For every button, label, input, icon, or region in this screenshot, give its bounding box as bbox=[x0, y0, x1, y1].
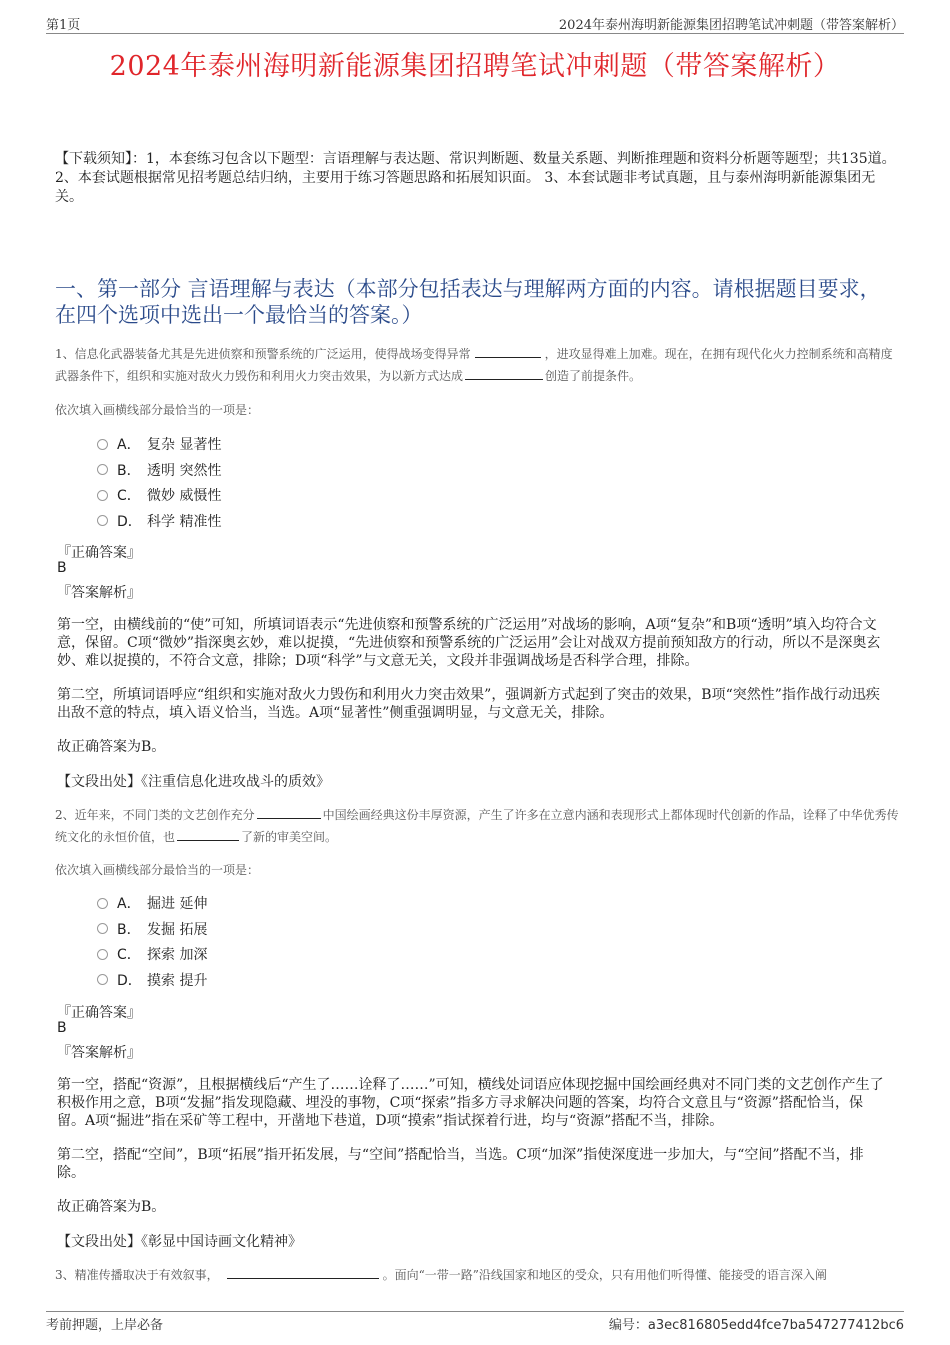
q1-blank-2 bbox=[465, 367, 543, 380]
footer-slogan: 考前押题，上岸必备 bbox=[46, 1318, 164, 1333]
q1-options bbox=[97, 433, 221, 535]
q2-blank-1 bbox=[257, 806, 321, 819]
q1-option-c[interactable]: C． 微妙 威慑性 bbox=[97, 484, 221, 510]
q2-answer: B bbox=[57, 1020, 67, 1036]
q1-stem-part-b: ，进攻显得难上加难。现在，在拥有现代化火力控制系统和高精度武器条件下，组织和实施对敌火力毁伤和利用火力突击效果，为以新方式达成 bbox=[55, 347, 893, 383]
q2-blank-2 bbox=[177, 828, 239, 841]
q1-option-d[interactable]: D． 科学 精准性 bbox=[97, 510, 221, 536]
q2-answer-label: 『正确答案』 bbox=[57, 1005, 141, 1021]
question-2-stem bbox=[55, 804, 900, 848]
q1-option-b[interactable]: B． 透明 突然性 bbox=[97, 459, 221, 485]
section-heading: 一、第一部分 言语理解与表达（本部分包括表达与理解两方面的内容。请根据题目要求，在四个选项中选出一个最恰当的答案。） bbox=[55, 277, 881, 327]
q2-options bbox=[97, 892, 207, 994]
q2-option-d[interactable]: D． 摸索 提升 bbox=[97, 969, 207, 995]
q2-option-c[interactable]: C． 探索 加深 bbox=[97, 943, 207, 969]
radio-icon[interactable] bbox=[97, 923, 108, 934]
radio-icon[interactable] bbox=[97, 490, 108, 501]
header-divider bbox=[46, 33, 904, 34]
q2-option-b[interactable]: B． 发掘 拓展 bbox=[97, 918, 207, 944]
q2-prompt: 依次填入画横线部分最恰当的一项是： bbox=[55, 863, 260, 877]
download-notice: 【下载须知】：1，本套练习包含以下题型：言语理解与表达题、常识判断题、数量关系题、判断推理题和资料分析题等题型；共135道。 2、本套试题根据常见招考题总结归纳，主要用于练习答题思路和拓展知识面。 3、本套试题非考试真题，且与泰州海明新能源集团无关。 bbox=[55, 151, 896, 205]
question-1-stem bbox=[55, 343, 900, 387]
q1-blank-1 bbox=[475, 345, 541, 358]
q1-analysis-p1: 第一空，由横线前的“使”可知，所填词语表示“先进侦察和预警系统的广泛运用”对战场的影响，A项“复杂”和B项“透明”填入均符合文意，保留。C项“微妙”指深奥玄妙，难以捉摸，“先进侦察和预警系统的广泛运用”会让对战双方提前预知敌方的行动，所以不是深奥玄妙、难以捉摸的，不符合文意，排除；D项“科学”与文意无关，文段并非强调战场是否科学合理，排除。 bbox=[57, 617, 881, 669]
q2-analysis-p2: 第二空，搭配“空间”，B项“拓展”指开拓发展，与“空间”搭配恰当，当选。C项“加深”指使深度进一步加大，与“空间”搭配不当，排除。 bbox=[57, 1147, 864, 1181]
q2-stem-part-a: 2、近年来，不同门类的文艺创作充分 bbox=[55, 808, 255, 822]
q1-conclusion: 故正确答案为B。 bbox=[57, 739, 166, 755]
page-number: 第1页 bbox=[46, 18, 81, 33]
page-title: 2024年泰州海明新能源集团招聘笔试冲刺题（带答案解析） bbox=[109, 51, 841, 82]
radio-icon[interactable] bbox=[97, 515, 108, 526]
radio-icon[interactable] bbox=[97, 439, 108, 450]
radio-icon[interactable] bbox=[97, 974, 108, 985]
q3-stem-part-a: 3、精准传播取决于有效叙事， bbox=[55, 1268, 219, 1282]
page-header bbox=[46, 14, 904, 32]
q1-answer-label: 『正确答案』 bbox=[57, 545, 141, 561]
q1-stem-part-c: 创造了前提条件。 bbox=[545, 369, 642, 383]
q1-analysis-label: 『答案解析』 bbox=[57, 585, 141, 601]
q1-source: 【文段出处】《注重信息化进攻战斗的质效》 bbox=[57, 774, 330, 790]
q2-option-a[interactable]: A． 掘进 延伸 bbox=[97, 892, 207, 918]
q1-analysis-p2: 第二空，所填词语呼应“组织和实施对敌火力毁伤和利用火力突击效果”，强调新方式起到了突击的效果，B项“突然性”指作战行动迅疾出敌不意的特点，填入语义恰当，当选。A项“显著性”侧重强调明显，与文意无关，排除。 bbox=[57, 687, 880, 721]
q3-stem-part-b: 。面向“一带一路”沿线国家和地区的受众，只有用他们听得懂、能接受的语言深入阐 bbox=[382, 1268, 827, 1282]
radio-icon[interactable] bbox=[97, 949, 108, 960]
q1-option-a[interactable]: A． 复杂 显著性 bbox=[97, 433, 221, 459]
q1-prompt: 依次填入画横线部分最恰当的一项是： bbox=[55, 403, 260, 417]
q1-stem-part-a: 1、信息化武器装备尤其是先进侦察和预警系统的广泛运用，使得战场变得异常 bbox=[55, 347, 471, 361]
q1-answer: B bbox=[57, 560, 67, 576]
q2-stem-part-c: 了新的审美空间。 bbox=[241, 830, 338, 844]
q2-source: 【文段出处】《彰显中国诗画文化精神》 bbox=[57, 1234, 302, 1250]
footer-code bbox=[609, 1314, 904, 1333]
page-footer bbox=[46, 1314, 904, 1332]
radio-icon[interactable] bbox=[97, 464, 108, 475]
header-doc-title: 2024年泰州海明新能源集团招聘笔试冲刺题（带答案解析） bbox=[558, 18, 904, 33]
q2-analysis-p1: 第一空，搭配“资源”，且根据横线后“产生了……诠释了……”可知，横线处词语应体现挖掘中国绘画经典对不同门类的文艺创作产生了积极作用之意，B项“发掘”指发现隐藏、埋没的事物，C项“探索”指多方寻求解决问题的答案，均符合文意且与“资源”搭配恰当，保留。A项“掘进”指在采矿等工程中，开凿地下巷道，D项“摸索”指试探着行进，均与“资源”搭配不当，排除。 bbox=[57, 1077, 884, 1129]
footer-code-label: 编号： bbox=[608, 1318, 648, 1333]
footer-divider bbox=[46, 1311, 904, 1312]
q2-analysis-label: 『答案解析』 bbox=[57, 1045, 141, 1061]
q2-conclusion: 故正确答案为B。 bbox=[57, 1199, 166, 1215]
radio-icon[interactable] bbox=[97, 898, 108, 909]
footer-code-value: a3ec816805edd4fce7ba547277412bc6 bbox=[647, 1318, 904, 1333]
question-3-stem bbox=[55, 1264, 900, 1286]
q3-blank-1 bbox=[227, 1266, 379, 1279]
q2-stem-part-b: 中国绘画经典这份丰厚资源，产生了许多在立意内涵和表现形式上都体现时代创新的作品，诠释了中华优秀传统文化的永恒价值，也 bbox=[55, 808, 899, 844]
